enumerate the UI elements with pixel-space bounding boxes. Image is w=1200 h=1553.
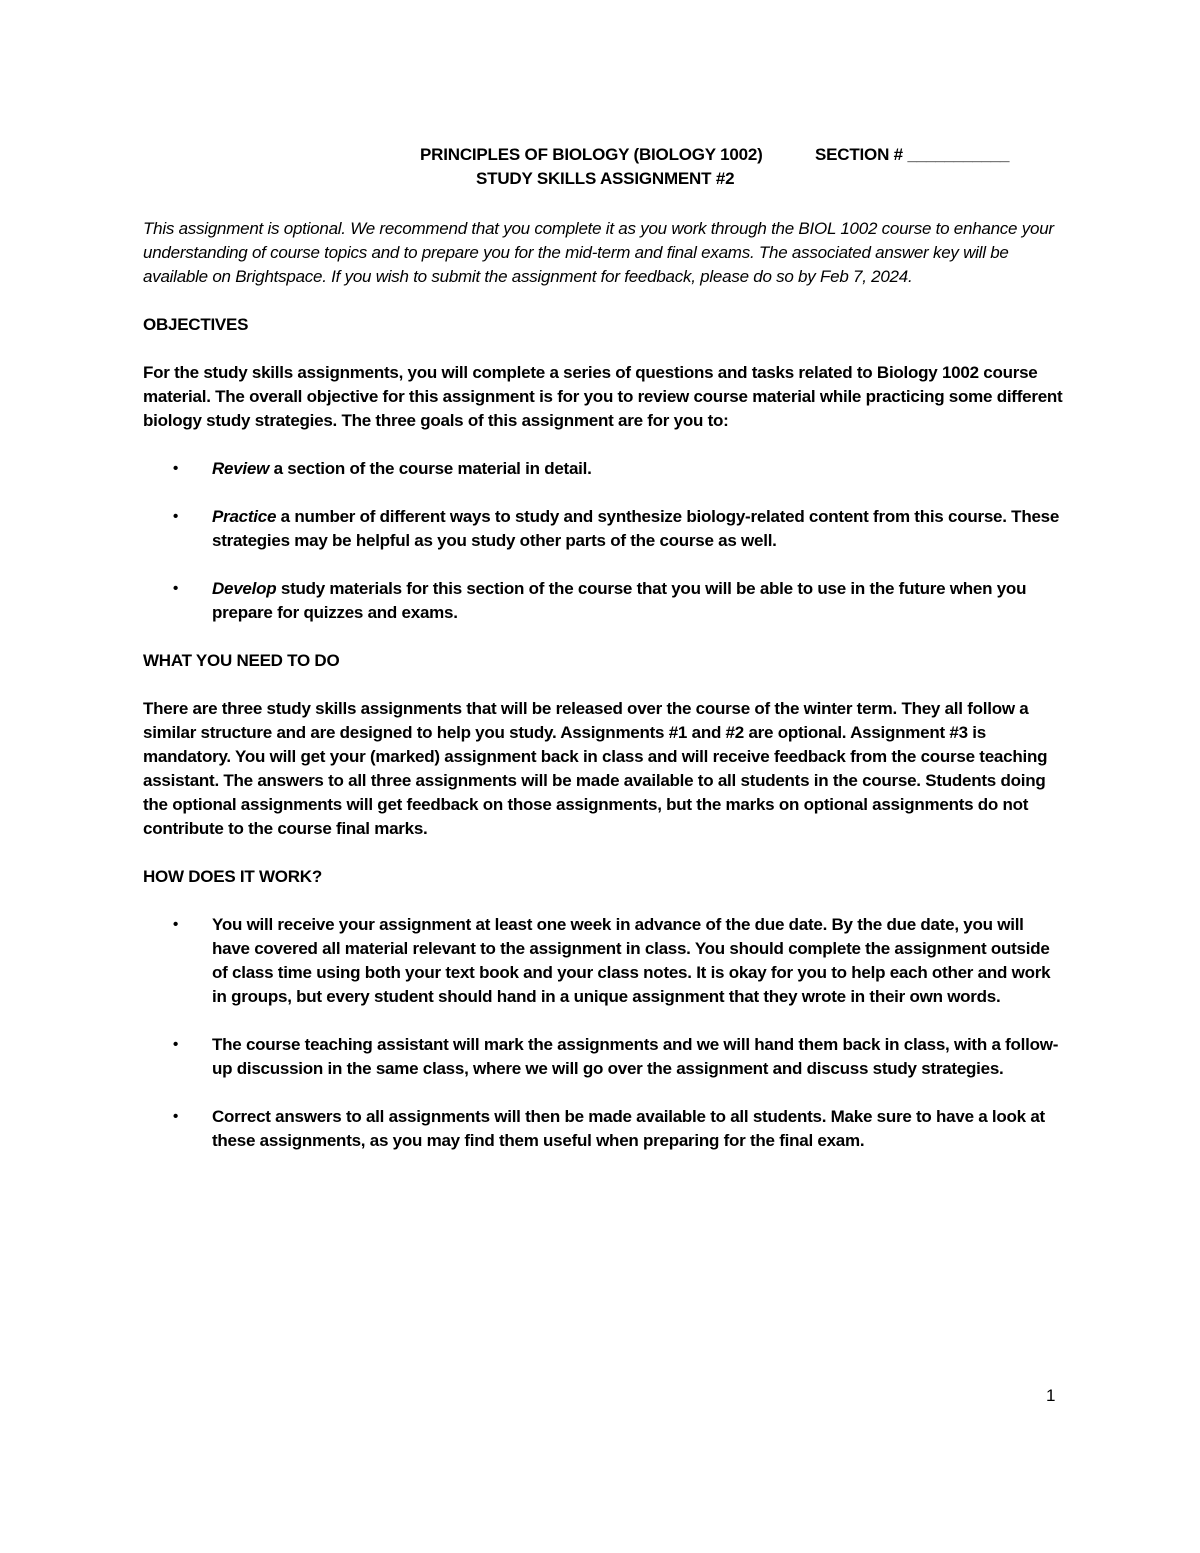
section-number-field: SECTION # ___________ [815, 145, 1010, 164]
what-you-need-paragraph: There are three study skills assignments that will be released over the course of the winter term. They all follow a similar structure and are designed to help you study. Assignments #1 and #2 are optional. Assignment #3 is mandatory. You will get your (marked) assignment back in class and will receive feedback from the course teaching assistant. The answers to all three assignments will be made available to all students in the course. Students doing the optional assignments will get feedback on those assignments, but the marks on optional assignments do not contribute to the course final marks. [143, 699, 1048, 838]
course-title: PRINCIPLES OF BIOLOGY (BIOLOGY 1002) [420, 145, 763, 164]
what-you-need-heading: WHAT YOU NEED TO DO [143, 651, 340, 670]
how-it-works-heading: HOW DOES IT WORK? [143, 867, 322, 886]
how-it-works-list [143, 913, 1063, 1153]
bullet-icon: • [173, 1108, 179, 1125]
objectives-heading: OBJECTIVES [143, 315, 249, 334]
goal-text: a section of the course material in detail. [269, 459, 592, 478]
intro-paragraph: This assignment is optional. We recommend that you complete it as you work through the BIOL 1002 course to enhance your understanding of course topics and to prepare you for the mid-term and final exams. The associated answer key will be available on Brightspace. If you wish to submit the assignment for feedback, please do so by Feb 7, 2024. [143, 219, 1054, 286]
objectives-list [143, 457, 1063, 625]
bullet-icon: • [173, 1036, 179, 1053]
list-item [143, 457, 1063, 481]
list-item-text: The course teaching assistant will mark the assignments and we will hand them back in class, with a follow-up discussion in the same class, where we will go over the assignment and discuss study strategies. [212, 1035, 1059, 1078]
goal-keyword: Review [212, 459, 270, 478]
bullet-icon: • [173, 460, 179, 477]
list-item [143, 1033, 1063, 1081]
goal-text: study materials for this section of the course that you will be able to use in the future when you prepare for quizzes and exams. [212, 579, 1027, 622]
page-number: 1 [1046, 1386, 1056, 1405]
goal-text: a number of different ways to study and synthesize biology-related content from this course. These strategies may be helpful as you study other parts of the course as well. [212, 507, 1060, 550]
assignment-title: STUDY SKILLS ASSIGNMENT #2 [476, 169, 735, 188]
list-item-text: You will receive your assignment at least one week in advance of the due date. By the due date, you will have covered all material relevant to the assignment in class. You should complete the assignment outside of class time using both your text book and your class notes. It is okay for you to help each other and work in groups, but every student should hand in a unique assignment that they wrote in their own words. [212, 915, 1051, 1006]
objectives-paragraph: For the study skills assignments, you will complete a series of questions and tasks related to Biology 1002 course material. The overall objective for this assignment is for you to review course material while practicing some different biology study strategies. The three goals of this assignment are for you to: [143, 363, 1063, 430]
list-item [143, 505, 1063, 553]
list-item [143, 1105, 1063, 1153]
goal-keyword: Practice [212, 507, 277, 526]
document-header [0, 143, 1200, 188]
list-item-text: Correct answers to all assignments will then be made available to all students. Make sure to have a look at these assignments, as you may find them useful when preparing for the final exam. [212, 1107, 1045, 1150]
bullet-icon: • [173, 580, 179, 597]
goal-keyword: Develop [212, 579, 277, 598]
document-body [143, 217, 1063, 1153]
bullet-icon: • [173, 916, 179, 933]
bullet-icon: • [173, 508, 179, 525]
list-item [143, 577, 1063, 625]
list-item [143, 913, 1063, 1009]
